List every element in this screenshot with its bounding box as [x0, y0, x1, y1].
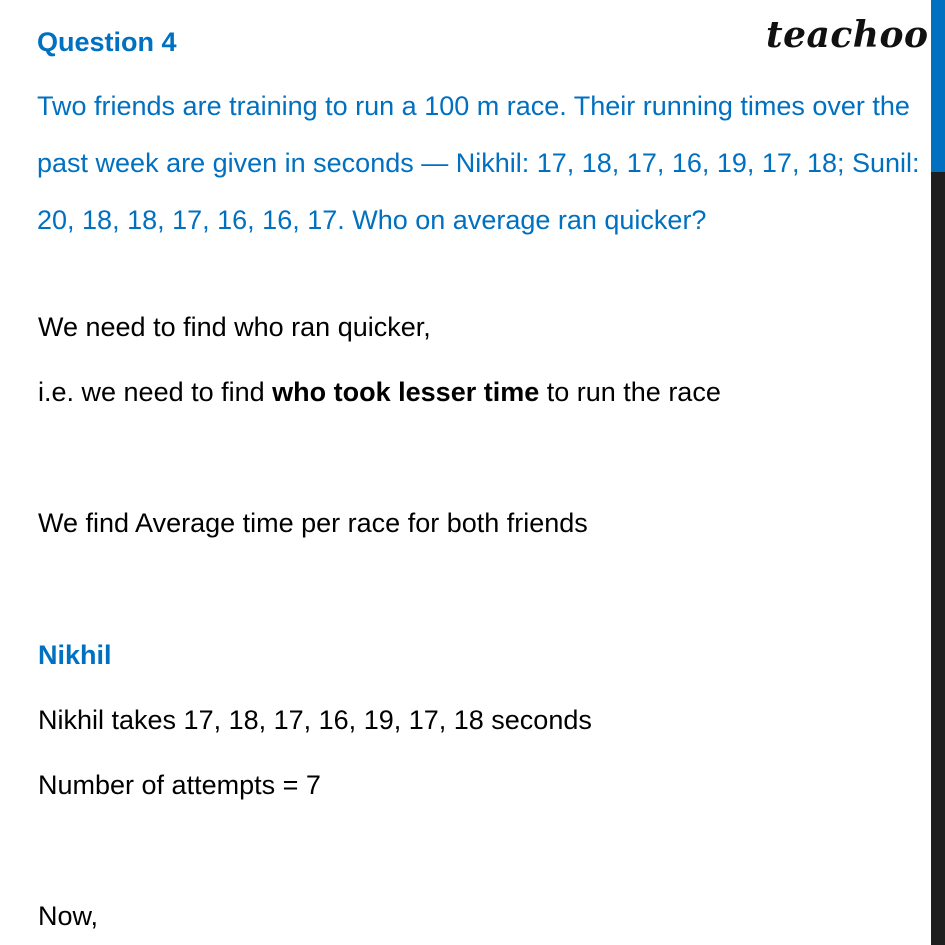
right-side-bar-accent	[931, 0, 945, 172]
nikhil-heading: Nikhil	[38, 640, 112, 670]
solution-line-3: We find Average time per race for both friends	[38, 508, 588, 538]
now-line: Now,	[38, 901, 99, 931]
solution-line-1: We need to find who ran quicker,	[38, 312, 431, 342]
nikhil-times: Nikhil takes 17, 18, 17, 16, 19, 17, 18 seconds	[38, 705, 592, 735]
question-title: Question 4	[37, 27, 177, 57]
solution-line-2	[38, 377, 721, 408]
question-text: Two friends are training to run a 100 m race. Their running times over the past week are given in seconds — Nikhil: 17, 18, 17, 16, 19, 17, 18; Sunil: 20, 18, 18, 17, 16, 16, 17. Who on average ran quicker?	[37, 91, 920, 235]
solution-line-2-start: i.e. we need to find	[38, 377, 273, 407]
solution-line-2-end: to run the race	[539, 377, 721, 407]
right-side-bar	[931, 0, 945, 945]
solution-line-2-emphasis: who took lesser time	[272, 377, 540, 407]
number-of-attempts: Number of attempts = 7	[38, 770, 321, 800]
teachoo-logo: teachoo	[766, 14, 929, 56]
